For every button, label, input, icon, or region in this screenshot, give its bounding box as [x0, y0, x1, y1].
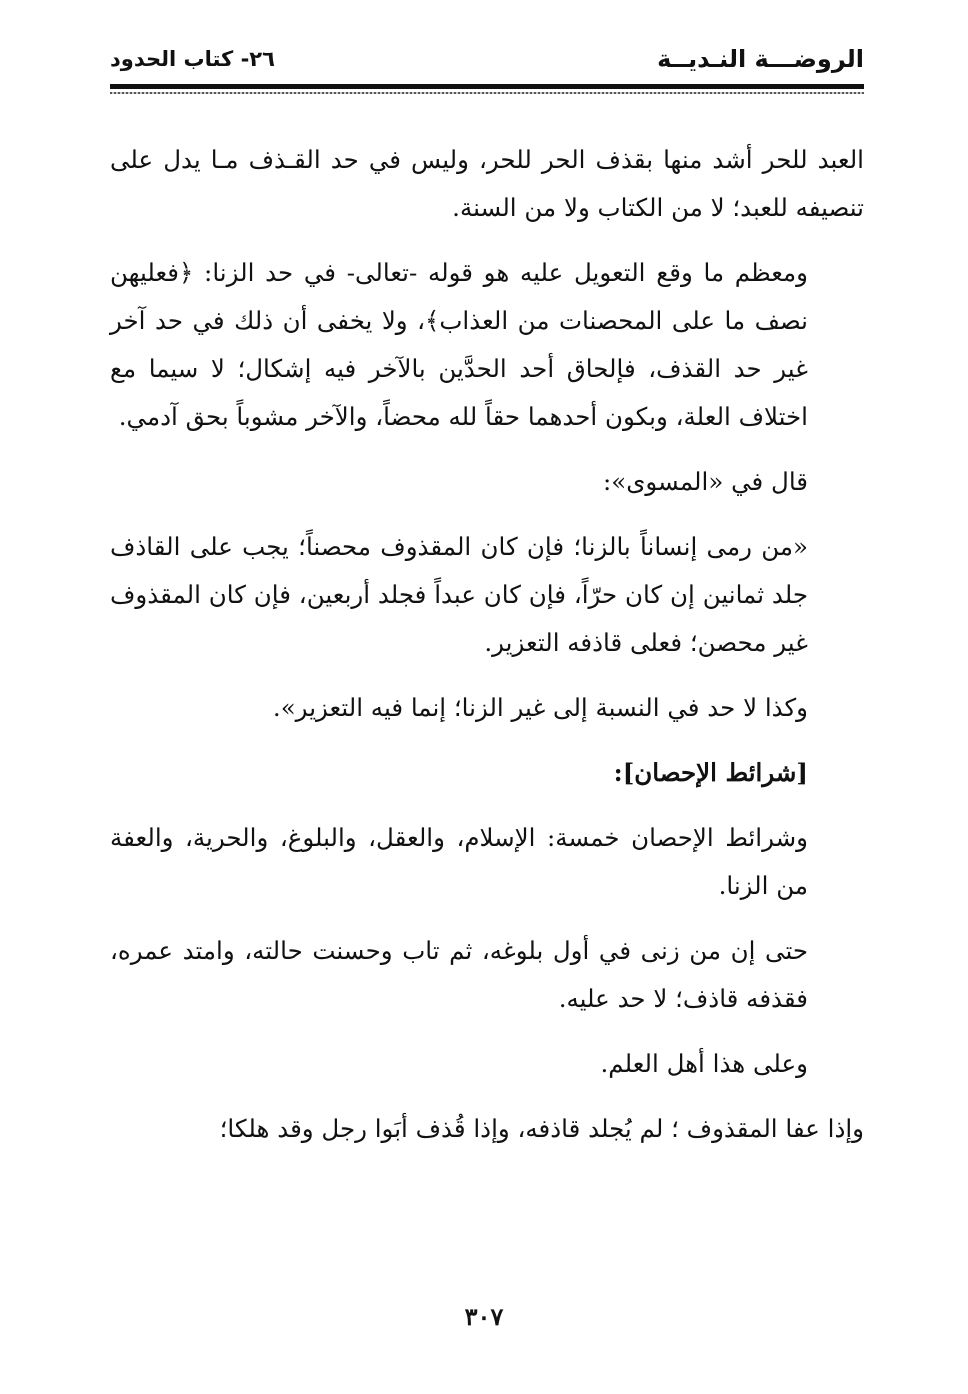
paragraph-quote: «من رمى إنساناً بالزنا؛ فإن كان المقذوف محصناً؛ يجب على القاذف جلد ثمانين إن كان حرّاً، فإن كان عبداً فجلد أربعين، فإن كان المقذوف غير محصن؛ فعلى قاذفه التعزير.	[110, 532, 808, 657]
paragraph-scholars: وعلى هذا أهل العلم.	[600, 1049, 808, 1078]
paragraph-conditions: وشرائط الإحصان خمسة: الإسلام، والعقل، والبلوغ، والحرية، والعفة من الزنا.	[110, 823, 808, 900]
paragraph-reliance: ومعظم ما وقع التعويل عليه هو قوله -تعالى- في حد الزنا: ﴿فعليهن نصف ما على المحصنات من العذاب﴾، ولا يخفى أن ذلك في حد آخر غير حد القذف، فإلحاق أحد الحدَّين بالآخر فيه إشكال؛ لا سيما مع اختلاف العلة، وبكون أحدهما حقاً لله محضاً، والآخر مشوباً بحق آدمي.	[110, 258, 808, 431]
section-heading: [شرائط الإحصان]:	[613, 758, 808, 787]
book-title: الروضـــة النـديــة	[657, 45, 864, 73]
header-rule	[110, 84, 864, 89]
page-number: ٣٠٧	[464, 1302, 504, 1331]
header-rule-thin	[110, 92, 864, 94]
paragraph-quote-end: وكذا لا حد في النسبة إلى غير الزنا؛ إنما فيه التعزير».	[272, 693, 808, 722]
running-header	[110, 40, 864, 90]
chapter-title: ٢٦- كتاب الحدود	[110, 47, 275, 71]
paragraph-continuation: العبد للحر أشد منها بقذف الحر للحر، وليس في حد القـذف مـا يدل على تنصيفه للعبد؛ لا من الكتاب ولا من السنة.	[110, 145, 864, 222]
page-body	[110, 136, 864, 1170]
paragraph-repentance: حتى إن من زنى في أول بلوغه، ثم تاب وحسنت حالته، وامتد عمره، فقذفه قاذف؛ لا حد عليه.	[110, 936, 808, 1013]
paragraph-pardon: وإذا عفا المقذوف ؛ لم يُجلد قاذفه، وإذا قُذف أبَوا رجل وقد هلكا؛	[219, 1114, 864, 1143]
paragraph-quote-intro: قال في «المسوى»:	[602, 467, 808, 496]
